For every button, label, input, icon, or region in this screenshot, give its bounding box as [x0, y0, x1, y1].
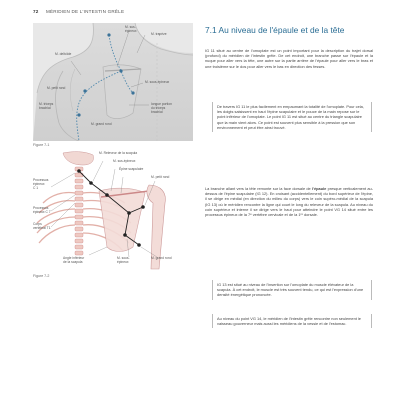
label-longue-portion: longue portion du triceps brachial [151, 102, 172, 114]
skeleton-drawing [33, 151, 193, 271]
label-epine-scapulaire: Épine scapulaire [119, 167, 144, 171]
label-petit-rond: M. petit rond [47, 86, 66, 90]
label-sus-epineux: M. sus- épineux [125, 25, 137, 33]
label-sous-epineux: M. sous-épineux [145, 80, 170, 84]
note-box-1: De travers IG 11 le plus facilement en empaumant la totalité de l'omoplate. Pour cela, les doigts saisissent en haut l'épine scapulaire et le pouce de la main repose sur le point inférieur de l'omoplate. Le point IG 11 est situé au centre du triangle scapulaire que la main vient alors. Ce point est souvent plus sensible à la pression que son environnement et peut être ainsi trouvé. [212, 102, 372, 132]
paragraph-2-start: La branche allant vers la tête remonte sur la face dorsale de [205, 186, 312, 191]
label-sus-epineux-2: M. sus-épineux [113, 159, 136, 163]
figure-skeleton-diagram [33, 151, 193, 271]
running-header [33, 9, 124, 14]
figure2-caption: Figure 7-2 [33, 274, 50, 278]
page-number: 72 [33, 9, 39, 14]
section-title: 7.1 Au niveau de l'épaule et de la tête [205, 25, 345, 35]
paragraph-2 [205, 186, 373, 217]
paragraph-1: IG 11 situé au centre de l'omoplate est un point important pour la description du trajet dorsal (profond) du méridien de l'intestin grêle. De cet endroit, une branche passe sur l'épaule et la nuque pour aller vers la tête, une autre sur la partie arrière de l'épaule pour aller vers le bras et une troisième sur le dos pour aller vers le bas en direction des fesses. [205, 48, 373, 69]
label-angle-inferieur: Angle inférieur de la scapula [63, 256, 85, 264]
label-grand-rond: M. grand rond [91, 122, 112, 126]
note-box-2: IG 13 est situé au niveau de l'insertion sur l'omoplate du muscle élévateur de la scapula. À cet endroit, le muscle est très souvent tendu, ce qui est l'expression d'une densité énergétique prononcée. [212, 280, 372, 300]
note-box-3: Au niveau du point VG 14, le méridien de l'intestin grêle rencontre non seulement le vaisseau gouverneur mais aussi les méridiens de la vessie et de l'estomac. [212, 314, 372, 328]
figure-shoulder-illustration [33, 23, 193, 141]
paragraph-2-end: presque verticalement au-dessus de l'épine scapulaire (IG 12). En croisant (accidentellement) du bord supérieur de l'épine, il se dirige en médial (en direction du milieu du corps) vers le coin supéro-médial de la scapula (IG 13) où le méridien rencontre la ligne qui court le long du releveur de la scapula. Au niveau du coin supérieur et interne il se dirige vers le haut pour atteindre le point VG 14 situé entre les processus épineux de la 7ᵉ vertèbre cervicale et de la 1ʳᵉ dorsale. [205, 186, 373, 218]
figure1-caption: Figure 7-1 [33, 143, 50, 147]
label-processus-c1: Processus épineux C 1 [33, 178, 49, 190]
label-grand-rond-2: M. grand rond [151, 256, 172, 260]
running-title: MÉRIDIEN DE L'INTESTIN GRÊLE [46, 9, 125, 14]
label-trapeze: M. trapèze [151, 32, 167, 36]
label-deltoide: M. deltoïde [55, 52, 72, 56]
label-corps-t1: Corps vertébral T1 [33, 222, 51, 230]
label-triceps: M. triceps brachial [39, 102, 54, 110]
paragraph-2-bold: l'épaule [312, 186, 327, 191]
label-releveur: M. Releveur de la scapula [99, 151, 138, 155]
label-processus-c7: Processus épineux C 7 [33, 206, 51, 214]
label-petit-rond-2: M. petit rond [151, 175, 170, 179]
label-sous-epineux-2: M. sous- épineux [117, 256, 130, 264]
